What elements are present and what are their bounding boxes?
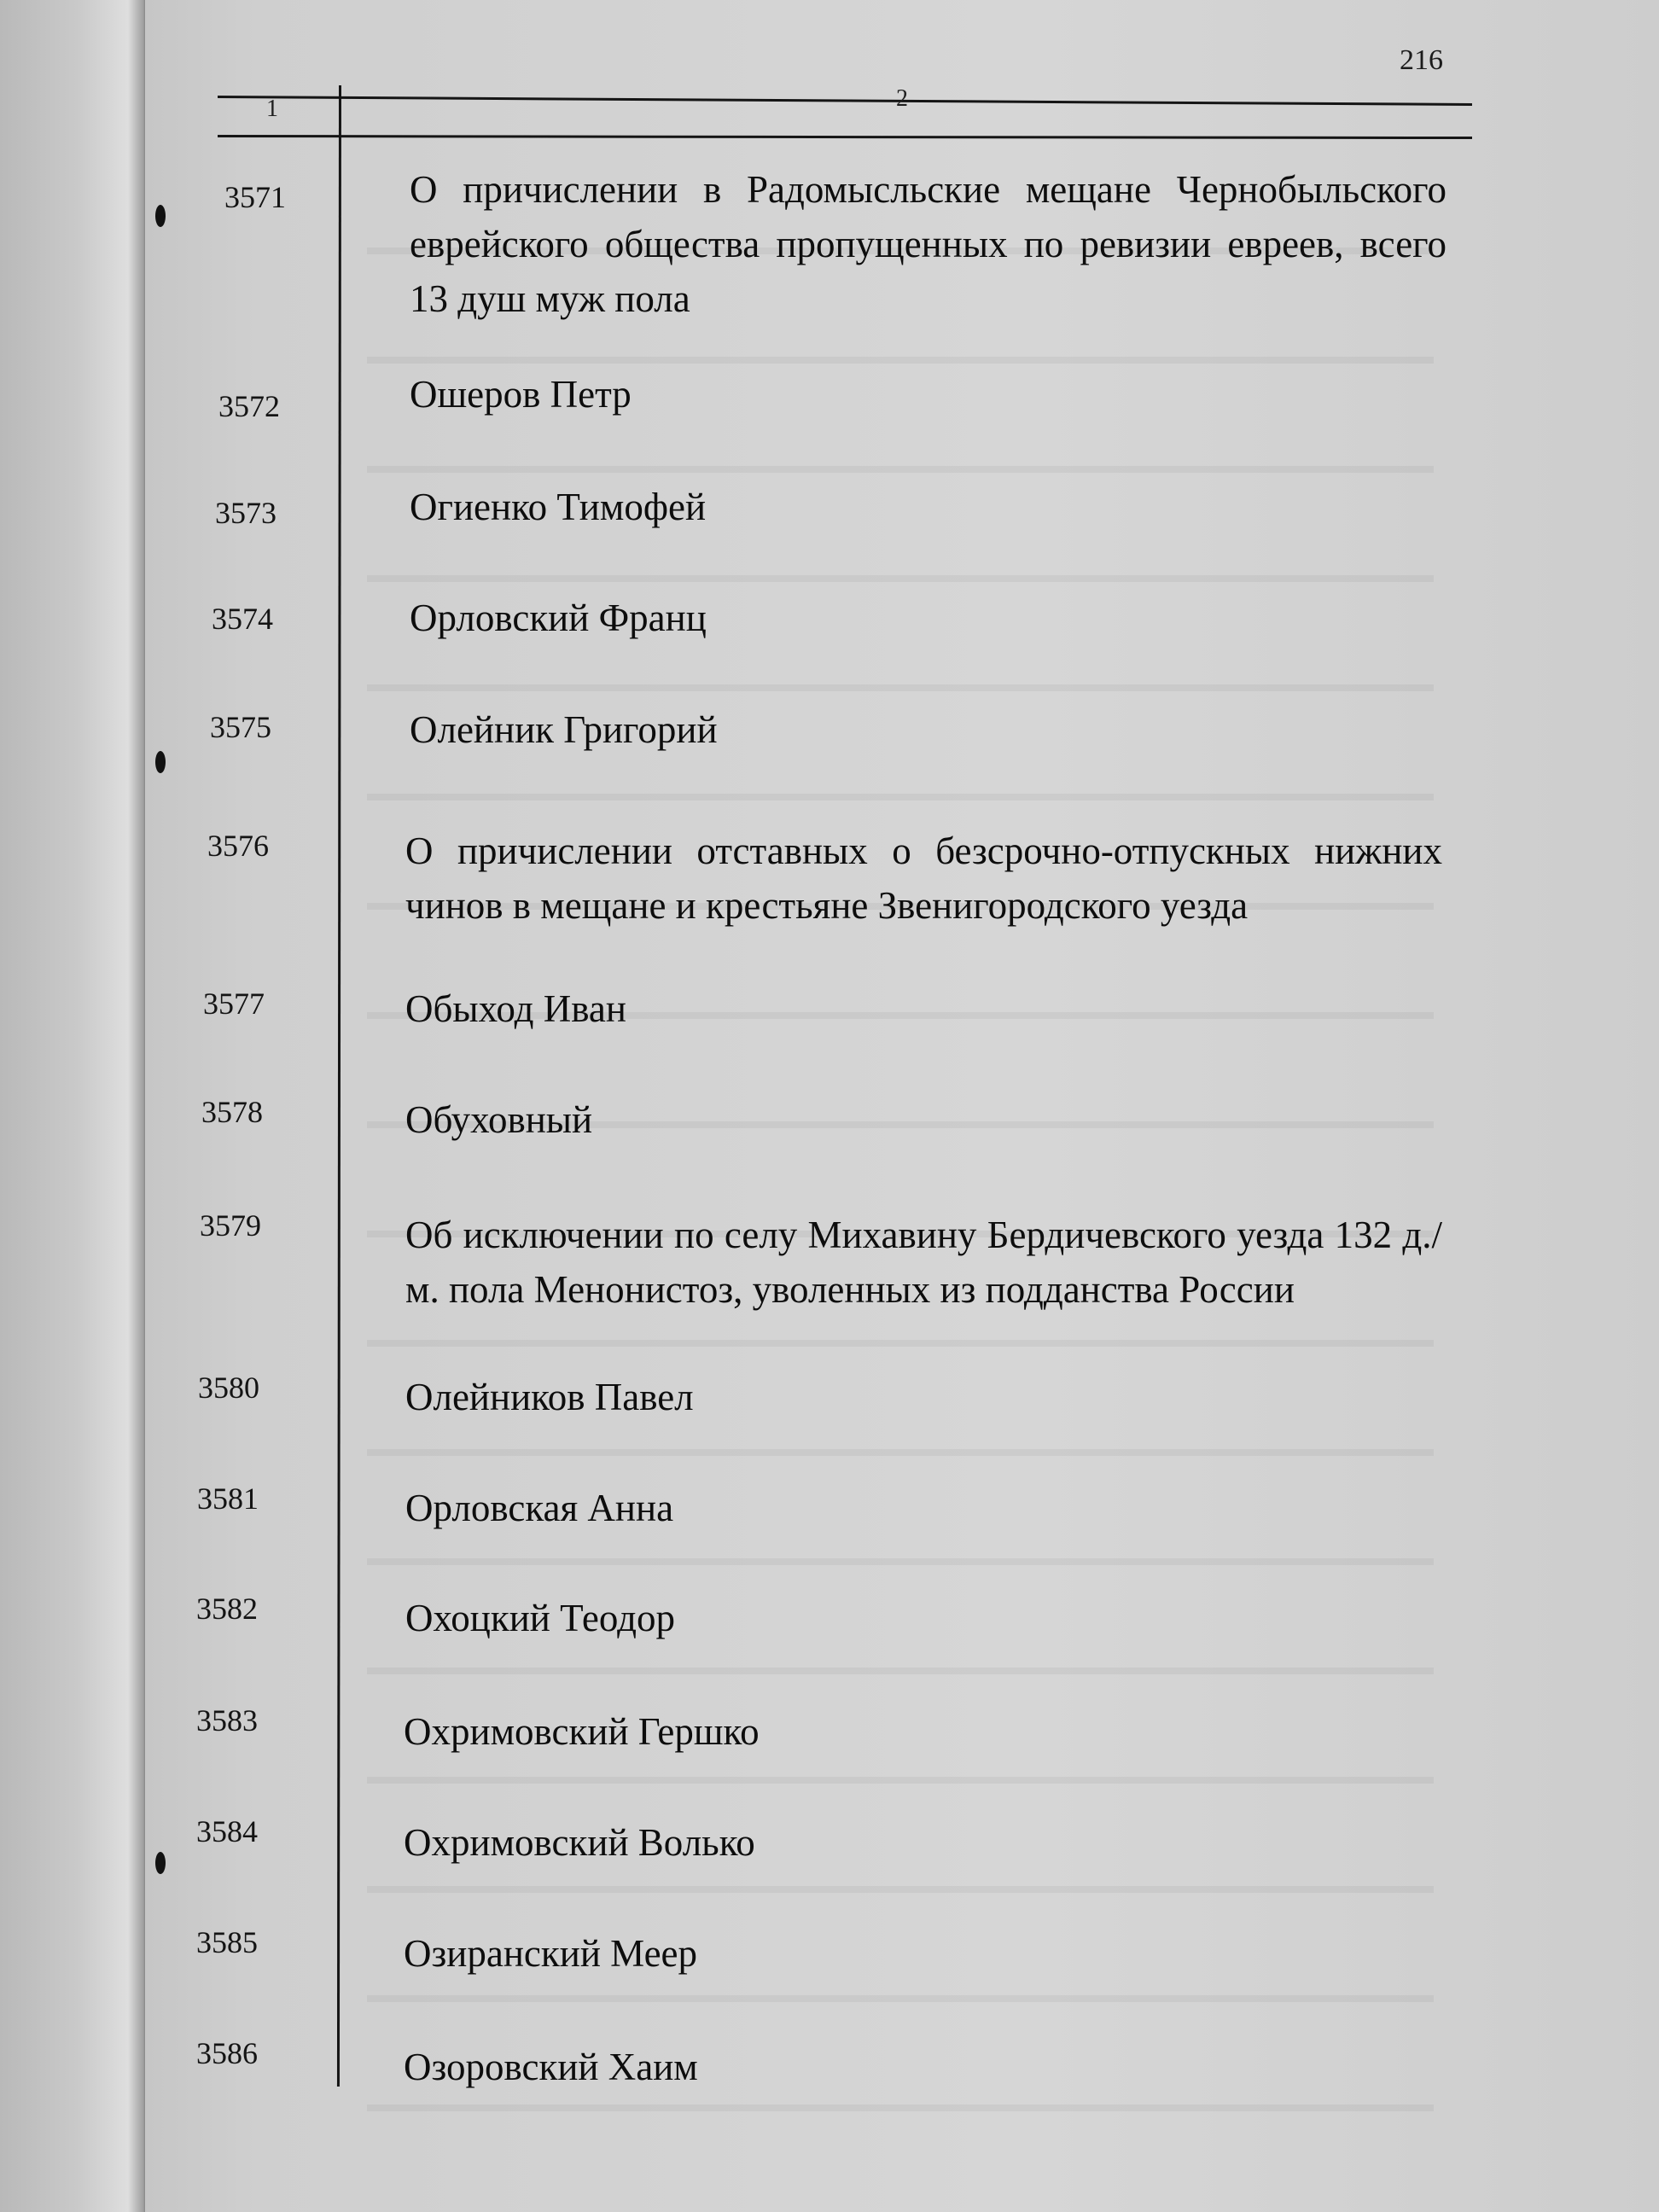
entry-text: Ошеров Петр xyxy=(410,373,632,416)
binding-hole xyxy=(155,1852,166,1874)
entry-number: 3583 xyxy=(196,1703,258,1738)
column-divider xyxy=(337,85,341,2087)
entry-text: Орловская Анна xyxy=(405,1487,674,1529)
entry-number: 3582 xyxy=(196,1592,258,1626)
table-top-rule xyxy=(218,96,1472,106)
entry-number: 3575 xyxy=(210,710,271,744)
entry-text: Обыход Иван xyxy=(405,987,626,1030)
table-header-rule xyxy=(218,135,1472,139)
entry-text: Огиенко Тимофей xyxy=(410,486,707,528)
entry-number: 3581 xyxy=(197,1481,259,1516)
entry-number: 3571 xyxy=(224,180,286,214)
binding-hole xyxy=(155,205,166,227)
entry-number: 3573 xyxy=(215,496,276,530)
entry-number: 3585 xyxy=(196,1925,258,1959)
entry-text: Озиранский Меер xyxy=(404,1932,698,1975)
entry-text: Обуховный xyxy=(405,1098,593,1141)
entry-number: 3586 xyxy=(196,2036,258,2070)
entry-text: Охримовский Гершко xyxy=(404,1710,760,1753)
entry-number: 3577 xyxy=(203,987,265,1021)
entry-number: 3576 xyxy=(207,829,269,863)
entry-text: Олейник Григорий xyxy=(410,708,718,751)
binding-hole xyxy=(155,751,166,773)
entry-text: Олейников Павел xyxy=(405,1376,694,1418)
entry-number: 3574 xyxy=(212,602,273,636)
entry-number: 3578 xyxy=(201,1095,263,1129)
entry-number: 3579 xyxy=(200,1208,261,1243)
facing-page-edge xyxy=(0,0,145,2212)
entry-number: 3584 xyxy=(196,1814,258,1848)
column-header-2: 2 xyxy=(896,85,908,112)
entry-text: Охримовский Волько xyxy=(404,1821,755,1864)
entry-text: О причислении в Радомысльские мещане Чернобыльского еврейского общества пропущенных по ревизии евреев, всего 13 душ муж пола xyxy=(410,168,1447,320)
entry-text: Об исключении по селу Михавину Бердичевского уезда 132 д./м. пола Менонистоз, уволенных из подданства России xyxy=(405,1214,1442,1311)
entry-text: Охоцкий Теодор xyxy=(405,1597,675,1639)
entry-text: Орловский Франц xyxy=(410,597,707,639)
page-number: 216 xyxy=(1400,44,1443,76)
entry-number: 3580 xyxy=(198,1371,259,1405)
entry-text: О причислении отставных о безсрочно-отпускных нижних чинов в мещане и крестьяне Звенигородского уезда xyxy=(405,830,1442,927)
entry-number: 3572 xyxy=(218,389,280,423)
column-header-1: 1 xyxy=(266,96,278,122)
entry-text: Озоровский Хаим xyxy=(404,2046,698,2088)
